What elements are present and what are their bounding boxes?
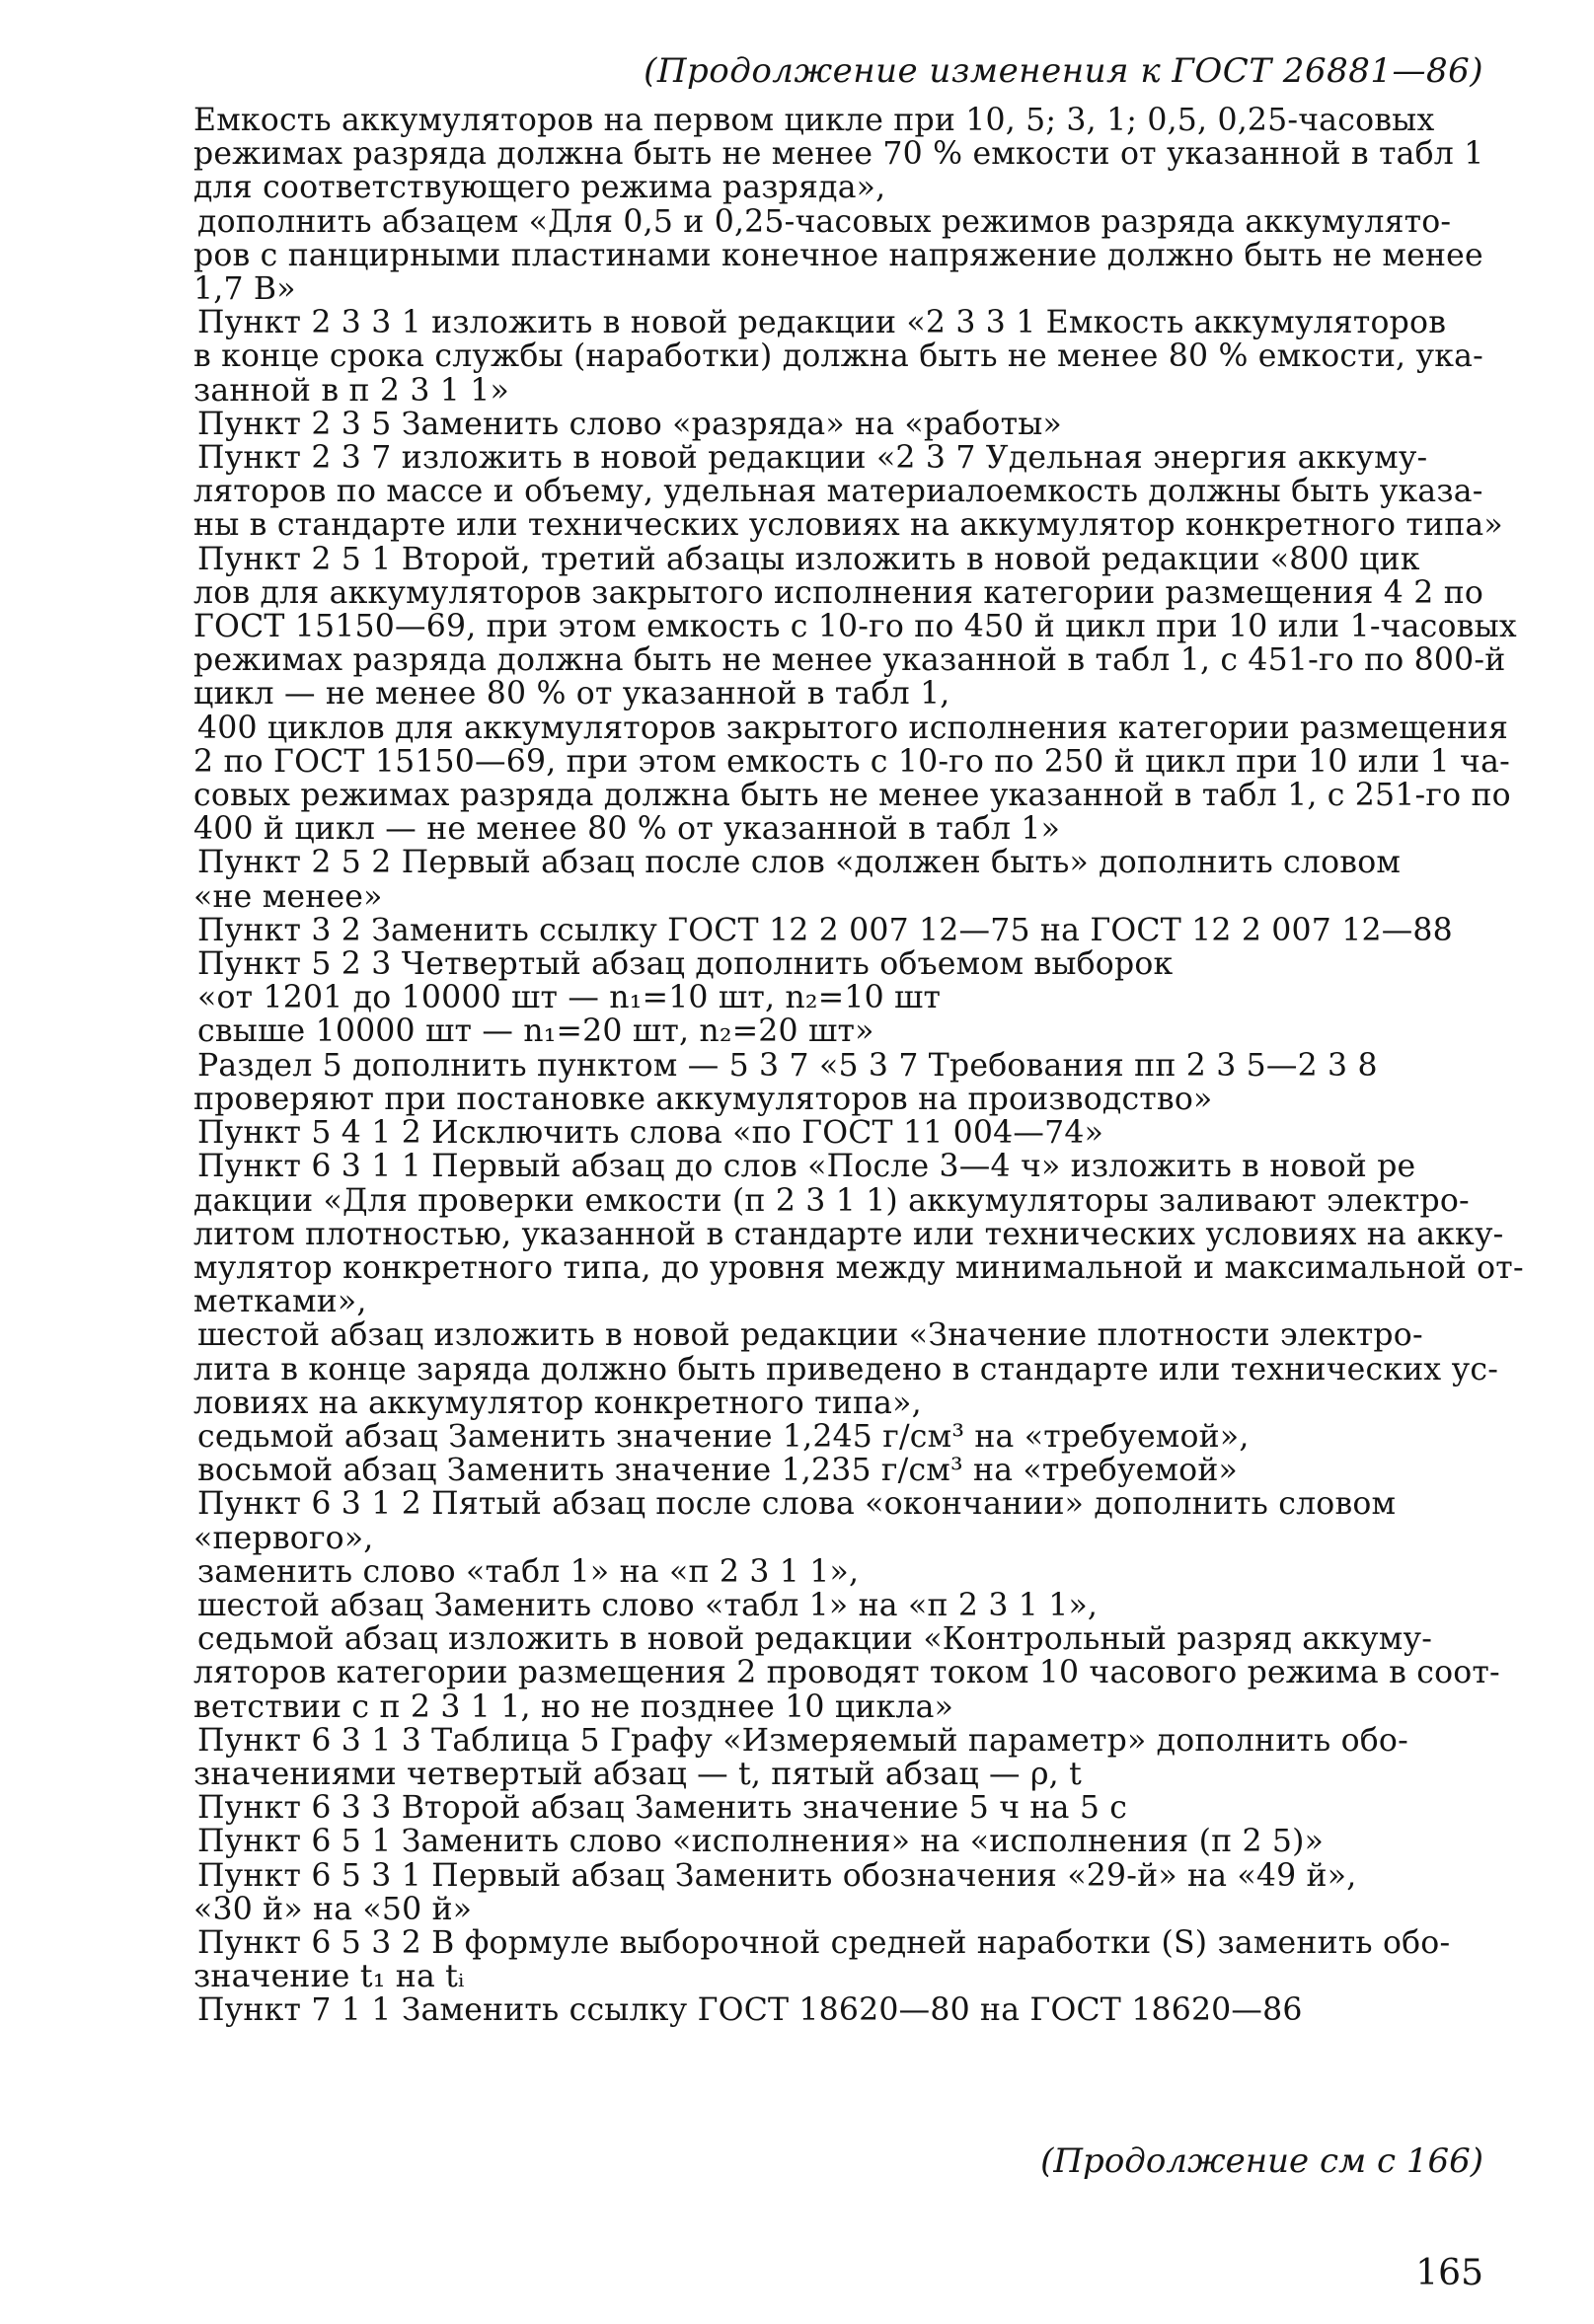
text-line: проверяют при постановке аккумуляторов на производство» [193,1081,1213,1117]
text-line: ров с панцирными пластинами конечное напряжение должно быть не менее [193,237,1483,273]
page-number: 165 [1415,2253,1483,2293]
text-line: Пункт 2 3 3 1 изложить в новой редакции «2 3 3 1 Емкость аккумуляторов [197,305,1447,341]
text-line: режимах разряда должна быть не менее 70 % емкости от указанной в табл 1 [193,136,1484,173]
text-line: заменить слово «табл 1» на «п 2 3 1 1», [197,1553,860,1590]
text-line: ляторов по массе и объему, удельная материалоемкость должны быть указа- [193,474,1483,510]
text-line: ляторов категории размещения 2 проводят током 10 часового режима в соот- [193,1655,1500,1691]
text-line: Пункт 2 5 2 Первый абзац после слов «должен быть» дополнить словом [197,845,1402,881]
text-line: Пункт 2 3 5 Заменить слово «разряда» на «работы» [197,406,1062,442]
text-line: Пункт 2 3 7 изложить в новой редакции «2 3 7 Удельная энергия аккуму- [197,440,1428,477]
text-line: седьмой абзац изложить в новой редакции «Контрольный разряд аккуму- [197,1621,1433,1658]
text-line: свыше 10000 шт — n₁=20 шт, n₂=20 шт» [197,1013,874,1050]
text-line: Пункт 6 3 1 1 Первый абзац до слов «После 3—4 ч» изложить в новой ре [197,1149,1416,1185]
text-line: в конце срока службы (наработки) должна быть не менее 80 % емкости, ука- [193,338,1483,375]
text-line: Пункт 6 5 3 1 Первый абзац Заменить обозначения «29-й» на «49 й», [197,1857,1357,1894]
text-line: Пункт 5 2 3 Четвертый абзац дополнить объемом выборок [197,946,1174,983]
text-line: шестой абзац изложить в новой редакции «Значение плотности электро- [197,1317,1423,1354]
text-line: дакции «Для проверки емкости (п 2 3 1 1) аккумуляторы заливают электро- [193,1182,1470,1219]
text-line: Раздел 5 дополнить пунктом — 5 3 7 «5 3 7 Требования пп 2 3 5—2 3 8 [197,1047,1378,1084]
text-line: 2 по ГОСТ 15150—69, при этом емкость с 10-го по 250 й цикл при 10 или 1 ча- [193,743,1510,780]
text-line: Пункт 6 3 3 Второй абзац Заменить значение 5 ч на 5 с [197,1790,1128,1827]
text-line: режимах разряда должна быть не менее указанной в табл 1, с 451-го по 800-й [193,642,1506,679]
text-line: «не менее» [193,878,383,915]
text-line: цикл — не менее 80 % от указанной в табл 1, [193,676,950,712]
text-line: Пункт 6 3 1 2 Пятый абзац после слова «окончании» дополнить словом [197,1486,1397,1523]
text-line: лита в конце заряда должно быть приведено в стандарте или технических ус- [193,1351,1499,1387]
text-line: Пункт 2 5 1 Второй, третий абзацы изложить в новой редакции «800 цик [197,541,1420,577]
text-line: 400 циклов для аккумуляторов закрытого исполнения категории размещения [197,710,1509,746]
text-line: «первого», [193,1520,374,1556]
text-line: дополнить абзацем «Для 0,5 и 0,25-часовых режимов разряда аккумулято- [197,203,1452,240]
text-line: шестой абзац Заменить слово «табл 1» на «п 2 3 1 1», [197,1587,1099,1623]
text-line: Пункт 7 1 1 Заменить ссылку ГОСТ 18620—80 на ГОСТ 18620—86 [197,1992,1303,2029]
text-line: ветствии с п 2 3 1 1, но не позднее 10 цикла» [193,1688,954,1725]
text-line: Емкость аккумуляторов на первом цикле при 10, 5; 3, 1; 0,5, 0,25-часовых [193,103,1435,138]
text-line: Пункт 6 5 1 Заменить слово «исполнения» на «исполнения (п 2 5)» [197,1824,1325,1860]
text-line: восьмой абзац Заменить значение 1,235 г/см³ на «требуемой» [197,1453,1238,1489]
text-line: ны в стандарте или технических условиях на аккумулятор конкретного типа» [193,507,1503,544]
text-line: литом плотностью, указанной в стандарте или технических условиях на акку- [193,1216,1504,1252]
text-line: 1,7 В» [193,271,296,308]
text-line: Пункт 6 3 1 3 Таблица 5 Графу «Измеряемый параметр» дополнить обо- [197,1722,1408,1759]
text-line: занной в п 2 3 1 1» [193,372,509,409]
text-line: Пункт 3 2 Заменить ссылку ГОСТ 12 2 007 12—75 на ГОСТ 12 2 007 12—88 [197,912,1453,948]
text-line: совых режимах разряда должна быть не менее указанной в табл 1, с 251-го по [193,778,1511,814]
text-line: лов для аккумуляторов закрытого исполнения категории размещения 4 2 по [193,574,1484,611]
body-text [193,103,1524,2029]
text-line: значение t₁ на tᵢ [193,1959,465,1995]
text-line: значениями четвертый абзац — t, пятый абзац — ρ, t [193,1756,1082,1792]
page-header: (Продолжение изменения к ГОСТ 26881—86) [644,51,1483,91]
continuation-note: (Продолжение см с 166) [1040,2141,1483,2181]
text-line: «от 1201 до 10000 шт — n₁=10 шт, n₂=10 шт [197,980,942,1016]
text-line: ГОСТ 15150—69, при этом емкость с 10-го по 450 й цикл при 10 или 1-часовых [193,609,1517,645]
text-line: мулятор конкретного типа, до уровня между минимальной и максимальной от- [193,1249,1524,1286]
text-line: седьмой абзац Заменить значение 1,245 г/см³ на «требуемой», [197,1418,1250,1455]
text-line: метками», [193,1284,367,1320]
text-line: «30 й» на «50 й» [193,1891,473,1927]
text-line: 400 й цикл — не менее 80 % от указанной в табл 1» [193,811,1061,848]
text-line: Пункт 6 5 3 2 В формуле выборочной средней наработки (S) заменить обо- [197,1924,1451,1961]
text-line: для соответствующего режима разряда», [193,170,886,206]
text-line: Пункт 5 4 1 2 Исключить слова «по ГОСТ 11 004—74» [197,1115,1104,1152]
text-line: ловиях на аккумулятор конкретного типа», [193,1385,922,1421]
